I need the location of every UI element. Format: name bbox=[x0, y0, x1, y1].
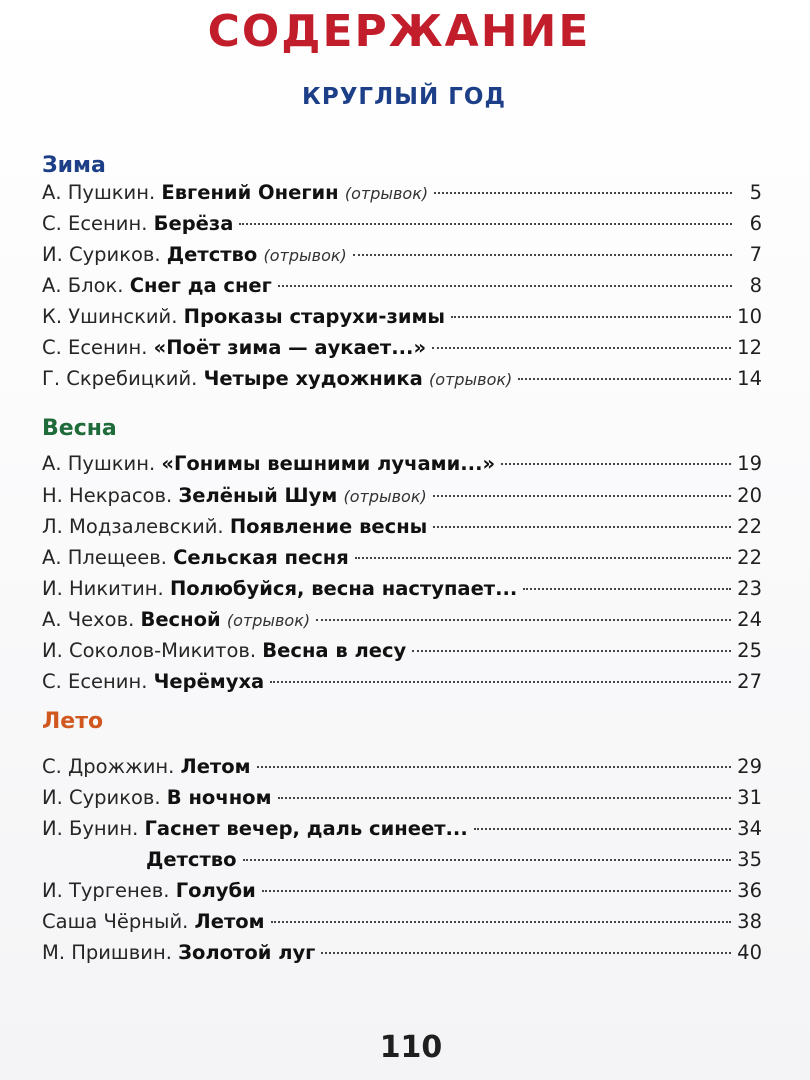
toc-entry[interactable] bbox=[42, 577, 762, 607]
toc-entry[interactable] bbox=[42, 786, 762, 816]
section-heading-summer: Лето bbox=[42, 709, 104, 734]
toc-entry[interactable] bbox=[42, 484, 762, 514]
entry-author: С. Есенин. bbox=[42, 670, 148, 693]
toc-entry[interactable] bbox=[42, 817, 762, 847]
toc-entry[interactable] bbox=[42, 941, 762, 971]
dot-leader bbox=[321, 952, 731, 954]
entry-page-number: 29 bbox=[737, 755, 762, 778]
dot-leader bbox=[257, 766, 732, 768]
page-number: 110 bbox=[379, 1030, 443, 1065]
entry-note: (отрывок) bbox=[344, 184, 429, 203]
dot-leader bbox=[270, 681, 731, 683]
dot-leader bbox=[355, 557, 731, 559]
dot-leader bbox=[501, 463, 731, 465]
section-heading-spring: Весна bbox=[42, 416, 117, 441]
toc-entry[interactable] bbox=[42, 848, 762, 878]
entry-title: Евгений Онегин bbox=[161, 181, 339, 204]
entry-title: Полюбуйся, весна наступает... bbox=[169, 577, 518, 600]
entry-note: (отрывок) bbox=[263, 246, 347, 265]
entry-page-number: 31 bbox=[737, 786, 762, 809]
entry-title: Весна в лесу bbox=[262, 639, 407, 662]
entry-page-number: 6 bbox=[749, 212, 762, 235]
entry-author: И. Суриков. bbox=[42, 243, 161, 266]
entry-title: Снег да снег bbox=[129, 274, 272, 297]
page-subtitle: КРУГЛЫЙ ГОД bbox=[302, 84, 506, 110]
entry-page-number: 12 bbox=[737, 336, 762, 359]
dot-leader bbox=[433, 495, 731, 497]
entry-title: Проказы старухи-зимы bbox=[183, 305, 446, 328]
entry-title: Голуби bbox=[175, 879, 256, 902]
entry-page-number: 5 bbox=[749, 181, 762, 204]
entry-title: «Поёт зима — аукает...» bbox=[153, 336, 427, 359]
entry-author: Г. Скребицкий. bbox=[42, 367, 198, 390]
entry-author: И. Никитин. bbox=[42, 577, 164, 600]
entry-author: Саша Чёрный. bbox=[42, 910, 189, 933]
entry-page-number: 19 bbox=[737, 452, 762, 475]
entry-title: Детство bbox=[146, 848, 237, 871]
dot-leader bbox=[278, 285, 732, 287]
toc-entry[interactable] bbox=[42, 608, 762, 638]
entry-author: Н. Некрасов. bbox=[42, 484, 173, 507]
entry-note: (отрывок) bbox=[343, 487, 427, 506]
entry-page-number: 36 bbox=[737, 879, 762, 902]
dot-leader bbox=[434, 192, 732, 194]
entry-page-number: 22 bbox=[737, 515, 762, 538]
entry-page-number: 20 bbox=[737, 484, 762, 507]
entry-author: И. Бунин. bbox=[42, 817, 139, 840]
entry-author: А. Плещеев. bbox=[42, 546, 167, 569]
dot-leader bbox=[412, 650, 731, 652]
entry-page-number: 23 bbox=[737, 577, 762, 600]
entry-page-number: 24 bbox=[737, 608, 762, 631]
toc-entry[interactable] bbox=[42, 452, 762, 482]
entry-page-number: 27 bbox=[737, 670, 762, 693]
toc-entry[interactable] bbox=[42, 546, 762, 576]
entry-title: Весной bbox=[140, 608, 221, 631]
entry-title: Черёмуха bbox=[153, 670, 265, 693]
dot-leader bbox=[432, 347, 731, 349]
page-title: СОДЕРЖАНИЕ bbox=[207, 6, 591, 57]
entry-title: Золотой луг bbox=[178, 941, 316, 964]
dot-leader bbox=[518, 378, 731, 380]
entry-page-number: 40 bbox=[737, 941, 762, 964]
entry-page-number: 25 bbox=[737, 639, 762, 662]
entry-page-number: 10 bbox=[737, 305, 762, 328]
toc-entry[interactable] bbox=[42, 336, 762, 366]
dot-leader bbox=[278, 797, 732, 799]
section-heading-winter: Зима bbox=[42, 153, 106, 178]
dot-leader bbox=[271, 921, 732, 923]
dot-leader bbox=[239, 223, 732, 225]
entry-title: Зелёный Шум bbox=[178, 484, 338, 507]
entry-title: Летом bbox=[194, 910, 265, 933]
toc-entry[interactable] bbox=[42, 181, 762, 211]
entry-author: С. Есенин. bbox=[42, 336, 148, 359]
toc-entry[interactable] bbox=[42, 910, 762, 940]
dot-leader bbox=[262, 890, 731, 892]
toc-entry[interactable] bbox=[42, 367, 762, 397]
entry-page-number: 38 bbox=[737, 910, 762, 933]
entry-page-number: 34 bbox=[737, 817, 762, 840]
entry-author: И. Суриков. bbox=[42, 786, 161, 809]
entry-title: «Гонимы вешними лучами...» bbox=[161, 452, 496, 475]
entry-author: Л. Модзалевский. bbox=[42, 515, 224, 538]
entry-note: (отрывок) bbox=[226, 611, 311, 630]
entry-note: (отрывок) bbox=[429, 370, 513, 389]
dot-leader bbox=[353, 254, 732, 256]
entry-title: Четыре художника bbox=[203, 367, 423, 390]
entry-author: А. Пушкин. bbox=[42, 452, 156, 475]
entry-page-number: 35 bbox=[737, 848, 762, 871]
toc-entry[interactable] bbox=[42, 755, 762, 785]
dot-leader bbox=[243, 859, 732, 861]
toc-entry[interactable] bbox=[42, 243, 762, 273]
toc-entry[interactable] bbox=[42, 212, 762, 242]
dot-leader bbox=[523, 588, 731, 590]
toc-entry[interactable] bbox=[42, 515, 762, 545]
toc-entry[interactable] bbox=[42, 274, 762, 304]
entry-title: Сельская песня bbox=[173, 546, 349, 569]
entry-author: М. Пришвин. bbox=[42, 941, 172, 964]
dot-leader bbox=[433, 526, 731, 528]
entry-page-number: 22 bbox=[737, 546, 762, 569]
entry-title: Берёза bbox=[153, 212, 234, 235]
entry-author: А. Чехов. bbox=[42, 608, 135, 631]
entry-page-number: 7 bbox=[749, 243, 762, 266]
entry-author: И. Соколов-Микитов. bbox=[42, 639, 257, 662]
entry-title: В ночном bbox=[166, 786, 272, 809]
entry-author: А. Пушкин. bbox=[42, 181, 156, 204]
entry-title: Детство bbox=[166, 243, 258, 266]
entry-author: И. Тургенев. bbox=[42, 879, 170, 902]
toc-entry[interactable] bbox=[42, 305, 762, 335]
entry-title: Гаснет вечер, даль синеет... bbox=[144, 817, 468, 840]
toc-entry[interactable] bbox=[42, 639, 762, 669]
toc-entry[interactable] bbox=[42, 670, 762, 700]
entry-author: С. Есенин. bbox=[42, 212, 148, 235]
entry-author: А. Блок. bbox=[42, 274, 124, 297]
dot-leader bbox=[316, 619, 731, 621]
dot-leader bbox=[451, 316, 731, 318]
dot-leader bbox=[474, 828, 731, 830]
entry-page-number: 14 bbox=[737, 367, 762, 390]
toc-entry[interactable] bbox=[42, 879, 762, 909]
entry-title: Летом bbox=[180, 755, 251, 778]
entry-author: К. Ушинский. bbox=[42, 305, 178, 328]
entry-page-number: 8 bbox=[749, 274, 762, 297]
entry-title: Появление весны bbox=[229, 515, 428, 538]
entry-author: С. Дрожжин. bbox=[42, 755, 175, 778]
